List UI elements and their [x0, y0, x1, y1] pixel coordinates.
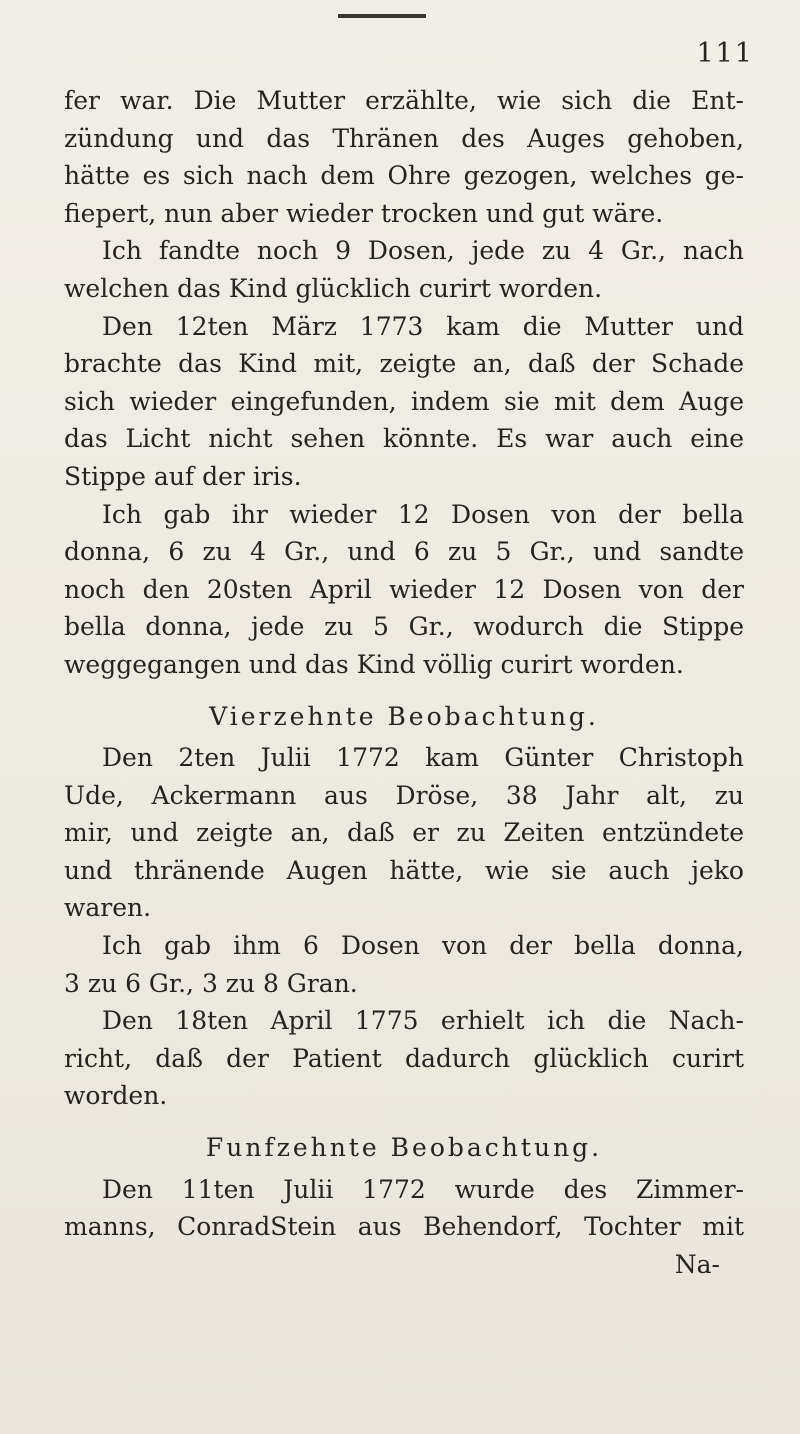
- text-block: [64, 82, 744, 1283]
- text-line: fer war. Die Mutter erzählte, wie sich die Ent-: [64, 86, 744, 115]
- text-line: Stippe auf der iris.: [64, 461, 302, 491]
- text-line: richt, daß der Patient dadurch glücklich curirt: [64, 1043, 744, 1073]
- catchword: Na-: [674, 1249, 720, 1279]
- text-line: fiepert, nun aber wieder trocken und gut wäre.: [64, 198, 664, 228]
- text-line: sich wieder eingefunden, indem sie mit dem Auge: [64, 386, 744, 416]
- text-line: noch den 20sten April wieder 12 Dosen von der: [64, 574, 744, 604]
- text-line: Den 2ten Julii 1772 kam Günter Christoph: [102, 743, 744, 773]
- text-line: und thränende Augen hätte, wie sie auch jeko: [64, 855, 744, 885]
- text-line: Den 11ten Julii 1772 wurde des Zimmer-: [102, 1174, 744, 1204]
- section-heading-15: Funfzehnte Beobachtung.: [205, 1133, 603, 1163]
- text-line: Ich gab ihm 6 Dosen von der bella donna,: [102, 931, 744, 961]
- page-number: 111: [696, 38, 754, 69]
- text-line: Ich gab ihr wieder 12 Dosen von der bella: [102, 499, 744, 529]
- top-rule: [338, 14, 426, 18]
- text-line: mir, und zeigte an, daß er zu Zeiten entzündete: [64, 818, 744, 848]
- text-line: zündung und das Thränen des Auges gehoben,: [64, 123, 744, 153]
- text-line: Den 18ten April 1775 erhielt ich die Nach-: [102, 1006, 744, 1036]
- text-line: brachte das Kind mit, zeigte an, daß der Schade: [64, 349, 744, 379]
- text-line: worden.: [64, 1081, 168, 1111]
- text-line: Ude, Ackermann aus Dröse, 38 Jahr alt, zu: [64, 780, 744, 810]
- text-line: waren.: [64, 893, 152, 923]
- text-line: bella donna, jede zu 5 Gr., wodurch die Stippe: [64, 612, 744, 642]
- text-line: 3 zu 6 Gr., 3 zu 8 Gran.: [64, 968, 358, 998]
- text-line: welchen das Kind glücklich curirt worden.: [64, 273, 603, 303]
- text-line: donna, 6 zu 4 Gr., und 6 zu 5 Gr., und sandte: [64, 537, 744, 567]
- text-line: Ich fandte noch 9 Dosen, jede zu 4 Gr., nach: [102, 236, 744, 266]
- section-heading-14: Vierzehnte Beobachtung.: [209, 701, 599, 731]
- text-line: Den 12ten März 1773 kam die Mutter und: [102, 311, 744, 341]
- text-line: hätte es sich nach dem Ohre gezogen, welches ge-: [64, 161, 744, 191]
- text-line: weggegangen und das Kind völlig curirt worden.: [64, 649, 684, 679]
- text-line: das Licht nicht sehen könnte. Es war auch eine: [64, 424, 744, 454]
- text-line: manns, ConradStein aus Behendorf, Tochter mit: [64, 1212, 744, 1242]
